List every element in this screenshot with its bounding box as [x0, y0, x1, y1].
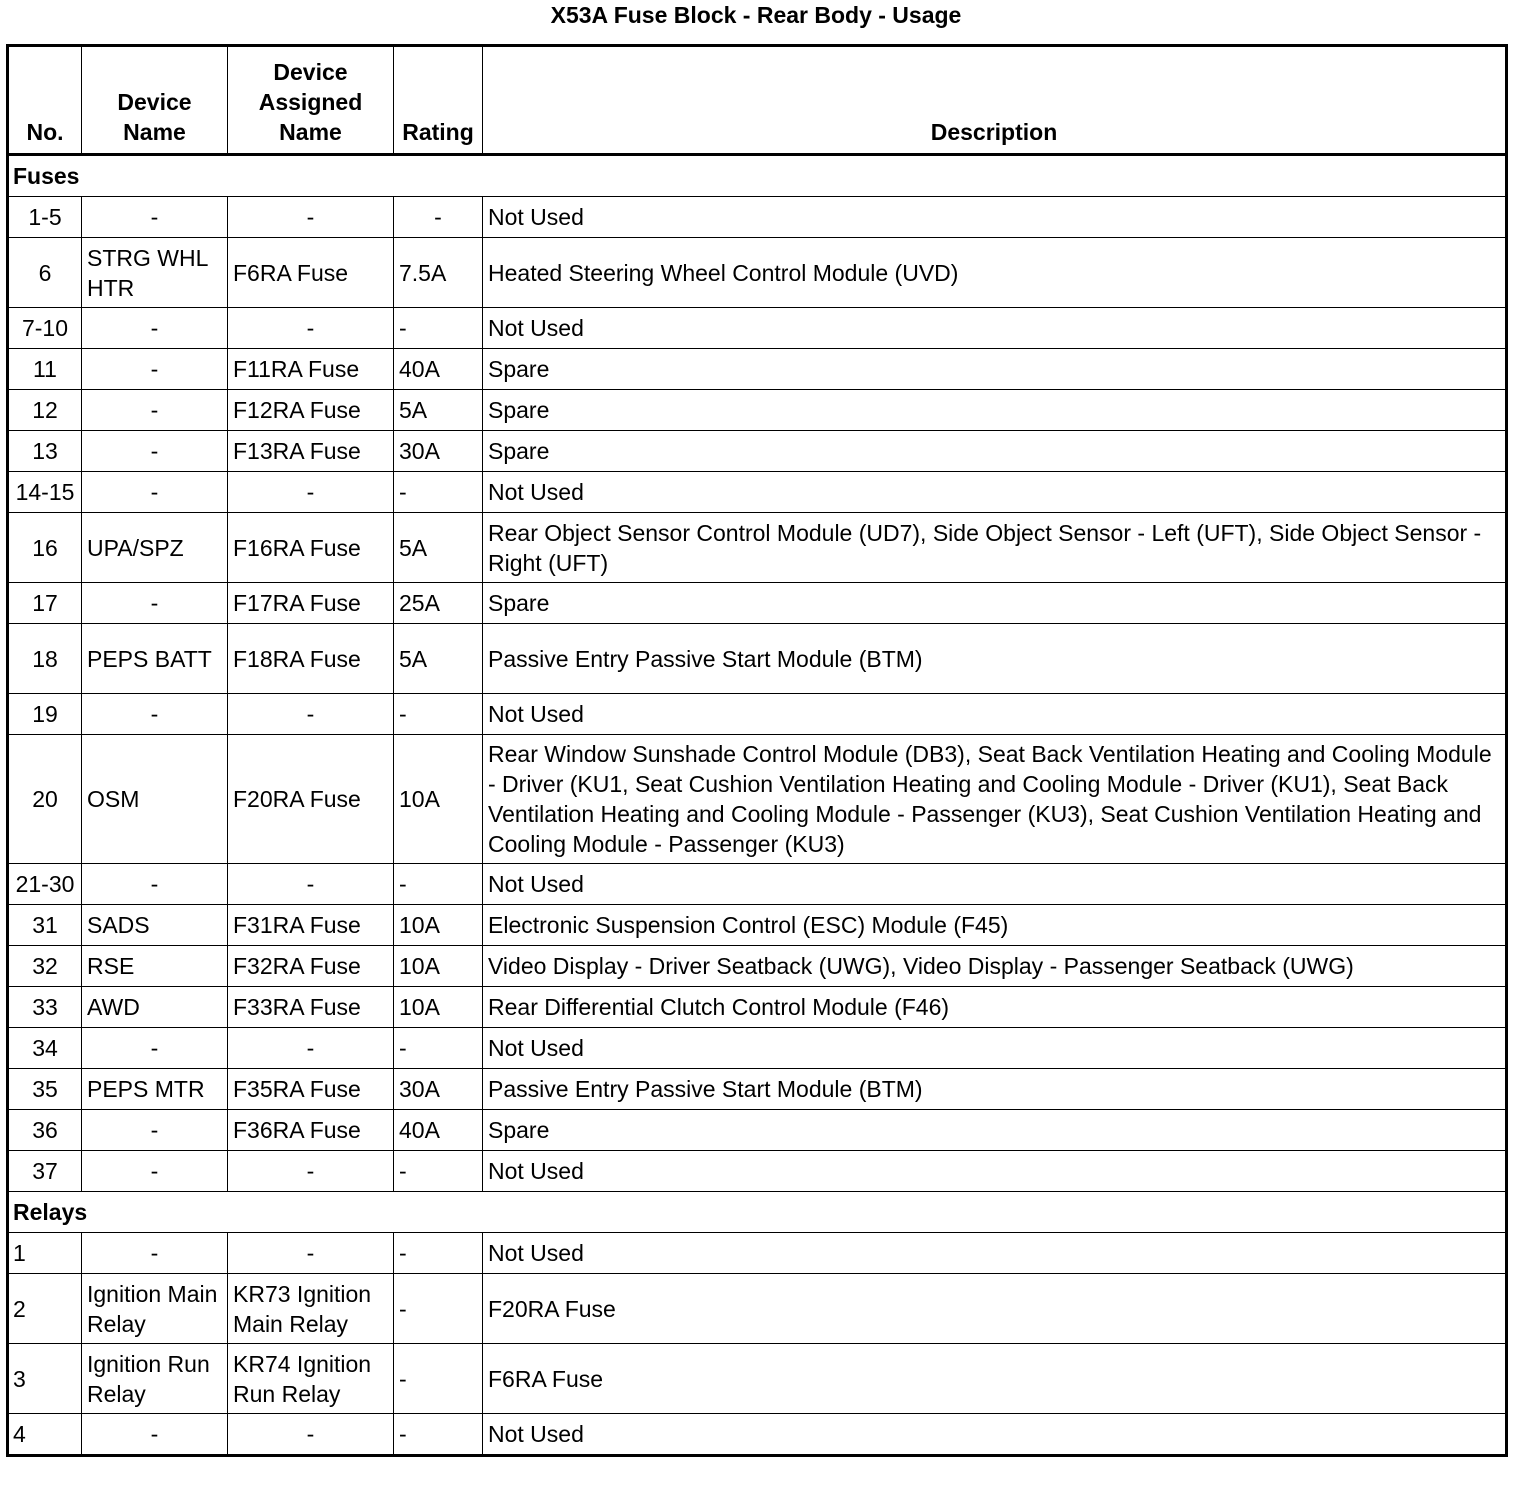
cell-rating: -: [394, 864, 483, 905]
cell-no: 34: [8, 1028, 82, 1069]
cell-device-name: -: [82, 472, 228, 513]
cell-rating: -: [394, 308, 483, 349]
cell-assigned-name: F11RA Fuse: [228, 349, 394, 390]
table-row: [8, 431, 1507, 472]
table-row: [8, 1414, 1507, 1456]
cell-no: 21-30: [8, 864, 82, 905]
table-row: [8, 308, 1507, 349]
cell-rating: -: [394, 1151, 483, 1192]
cell-device-name: Ignition Run Relay: [82, 1344, 228, 1414]
cell-no: 1-5: [8, 197, 82, 238]
cell-no: 11: [8, 349, 82, 390]
cell-device-name: -: [82, 197, 228, 238]
table-row: [8, 946, 1507, 987]
cell-no: 33: [8, 987, 82, 1028]
cell-device-name: OSM: [82, 735, 228, 864]
cell-no: 36: [8, 1110, 82, 1151]
table-row: [8, 1028, 1507, 1069]
cell-device-name: SADS: [82, 905, 228, 946]
header-assigned-name: Device Assigned Name: [228, 46, 394, 155]
cell-device-name: -: [82, 1028, 228, 1069]
cell-description: Not Used: [483, 197, 1507, 238]
cell-no: 35: [8, 1069, 82, 1110]
cell-device-name: -: [82, 390, 228, 431]
cell-assigned-name: -: [228, 864, 394, 905]
table-row: [8, 238, 1507, 308]
cell-description: Passive Entry Passive Start Module (BTM): [483, 624, 1507, 694]
cell-assigned-name: -: [228, 472, 394, 513]
header-rating: Rating: [394, 46, 483, 155]
header-row: [8, 46, 1507, 155]
table-row: [8, 197, 1507, 238]
cell-device-name: STRG WHL HTR: [82, 238, 228, 308]
cell-no: 7-10: [8, 308, 82, 349]
header-device-name: Device Name: [82, 46, 228, 155]
cell-rating: -: [394, 197, 483, 238]
cell-rating: 10A: [394, 905, 483, 946]
cell-device-name: AWD: [82, 987, 228, 1028]
cell-assigned-name: KR73 Ignition Main Relay: [228, 1274, 394, 1344]
table-row: [8, 905, 1507, 946]
cell-rating: -: [394, 1028, 483, 1069]
cell-rating: 5A: [394, 390, 483, 431]
cell-assigned-name: F35RA Fuse: [228, 1069, 394, 1110]
cell-description: Not Used: [483, 1233, 1507, 1274]
cell-device-name: PEPS BATT: [82, 624, 228, 694]
table-row: [8, 583, 1507, 624]
cell-rating: 30A: [394, 431, 483, 472]
cell-rating: 10A: [394, 987, 483, 1028]
cell-rating: -: [394, 1414, 483, 1456]
cell-description: F6RA Fuse: [483, 1344, 1507, 1414]
table-row: [8, 390, 1507, 431]
cell-assigned-name: F17RA Fuse: [228, 583, 394, 624]
table-row: [8, 1151, 1507, 1192]
cell-assigned-name: F13RA Fuse: [228, 431, 394, 472]
cell-description: Passive Entry Passive Start Module (BTM): [483, 1069, 1507, 1110]
table-row: [8, 1069, 1507, 1110]
cell-device-name: -: [82, 1110, 228, 1151]
header-description: Description: [483, 46, 1507, 155]
cell-description: Spare: [483, 390, 1507, 431]
header-no: No.: [8, 46, 82, 155]
cell-rating: 30A: [394, 1069, 483, 1110]
cell-description: Spare: [483, 349, 1507, 390]
cell-no: 14-15: [8, 472, 82, 513]
cell-rating: 7.5A: [394, 238, 483, 308]
cell-no: 4: [8, 1414, 82, 1456]
cell-rating: -: [394, 1274, 483, 1344]
cell-device-name: -: [82, 431, 228, 472]
cell-no: 6: [8, 238, 82, 308]
cell-description: Not Used: [483, 864, 1507, 905]
table-row: [8, 472, 1507, 513]
cell-assigned-name: F12RA Fuse: [228, 390, 394, 431]
cell-device-name: PEPS MTR: [82, 1069, 228, 1110]
cell-assigned-name: F36RA Fuse: [228, 1110, 394, 1151]
cell-description: Heated Steering Wheel Control Module (UVD): [483, 238, 1507, 308]
cell-device-name: -: [82, 1233, 228, 1274]
cell-rating: 25A: [394, 583, 483, 624]
cell-rating: -: [394, 694, 483, 735]
cell-assigned-name: -: [228, 197, 394, 238]
cell-no: 12: [8, 390, 82, 431]
cell-rating: -: [394, 472, 483, 513]
table-row: [8, 987, 1507, 1028]
cell-rating: -: [394, 1344, 483, 1414]
cell-assigned-name: -: [228, 1028, 394, 1069]
cell-no: 17: [8, 583, 82, 624]
cell-description: Not Used: [483, 1028, 1507, 1069]
cell-no: 32: [8, 946, 82, 987]
cell-assigned-name: -: [228, 1151, 394, 1192]
cell-assigned-name: F20RA Fuse: [228, 735, 394, 864]
table-row: [8, 1274, 1507, 1344]
table-row: [8, 1344, 1507, 1414]
cell-device-name: -: [82, 1151, 228, 1192]
cell-device-name: -: [82, 583, 228, 624]
table-row: [8, 1233, 1507, 1274]
cell-rating: 10A: [394, 735, 483, 864]
cell-description: Rear Object Sensor Control Module (UD7), Side Object Sensor - Left (UFT), Side Object Sensor - Right (UFT): [483, 513, 1507, 583]
cell-assigned-name: -: [228, 1414, 394, 1456]
cell-device-name: Ignition Main Relay: [82, 1274, 228, 1344]
cell-rating: 5A: [394, 624, 483, 694]
cell-no: 2: [8, 1274, 82, 1344]
cell-description: F20RA Fuse: [483, 1274, 1507, 1344]
page-title: X53A Fuse Block - Rear Body - Usage: [550, 2, 962, 28]
cell-rating: 5A: [394, 513, 483, 583]
cell-no: 19: [8, 694, 82, 735]
cell-assigned-name: -: [228, 694, 394, 735]
cell-description: Not Used: [483, 1414, 1507, 1456]
table-row: [8, 735, 1507, 864]
cell-assigned-name: -: [228, 308, 394, 349]
cell-description: Not Used: [483, 472, 1507, 513]
section-row-relays: [8, 1192, 1507, 1233]
cell-no: 20: [8, 735, 82, 864]
cell-rating: -: [394, 1233, 483, 1274]
section-label: Fuses: [8, 155, 1507, 197]
cell-description: Spare: [483, 431, 1507, 472]
cell-device-name: -: [82, 308, 228, 349]
cell-description: Spare: [483, 583, 1507, 624]
cell-assigned-name: F18RA Fuse: [228, 624, 394, 694]
cell-device-name: -: [82, 1414, 228, 1456]
table-row: [8, 513, 1507, 583]
fuse-usage-table: [6, 44, 1508, 1457]
cell-device-name: -: [82, 694, 228, 735]
cell-rating: 40A: [394, 349, 483, 390]
cell-rating: 10A: [394, 946, 483, 987]
cell-rating: 40A: [394, 1110, 483, 1151]
table-row: [8, 694, 1507, 735]
cell-assigned-name: F32RA Fuse: [228, 946, 394, 987]
cell-assigned-name: KR74 Ignition Run Relay: [228, 1344, 394, 1414]
cell-description: Spare: [483, 1110, 1507, 1151]
cell-description: Electronic Suspension Control (ESC) Module (F45): [483, 905, 1507, 946]
cell-assigned-name: F16RA Fuse: [228, 513, 394, 583]
cell-no: 16: [8, 513, 82, 583]
cell-device-name: UPA/SPZ: [82, 513, 228, 583]
cell-description: Video Display - Driver Seatback (UWG), Video Display - Passenger Seatback (UWG): [483, 946, 1507, 987]
cell-assigned-name: -: [228, 1233, 394, 1274]
cell-no: 37: [8, 1151, 82, 1192]
cell-no: 13: [8, 431, 82, 472]
section-row-fuses: [8, 155, 1507, 197]
cell-no: 18: [8, 624, 82, 694]
table-row: [8, 624, 1507, 694]
table-row: [8, 864, 1507, 905]
section-label: Relays: [8, 1192, 1507, 1233]
cell-description: Rear Differential Clutch Control Module (F46): [483, 987, 1507, 1028]
cell-description: Not Used: [483, 1151, 1507, 1192]
cell-device-name: -: [82, 349, 228, 390]
table-row: [8, 1110, 1507, 1151]
cell-no: 31: [8, 905, 82, 946]
table-row: [8, 349, 1507, 390]
cell-device-name: RSE: [82, 946, 228, 987]
cell-no: 3: [8, 1344, 82, 1414]
cell-assigned-name: F6RA Fuse: [228, 238, 394, 308]
cell-no: 1: [8, 1233, 82, 1274]
cell-assigned-name: F31RA Fuse: [228, 905, 394, 946]
cell-description: Not Used: [483, 308, 1507, 349]
cell-description: Not Used: [483, 694, 1507, 735]
cell-description: Rear Window Sunshade Control Module (DB3), Seat Back Ventilation Heating and Cooling Module - Driver (KU1, Seat Cushion Ventilation Heating and Cooling Module - Driver (KU1), Seat Back Ventilation Heating and Cooling Module - Passenger (KU3), Seat Cushion Ventilation Heating and Cooling Module - Passenger (KU3): [483, 735, 1507, 864]
cell-device-name: -: [82, 864, 228, 905]
cell-assigned-name: F33RA Fuse: [228, 987, 394, 1028]
